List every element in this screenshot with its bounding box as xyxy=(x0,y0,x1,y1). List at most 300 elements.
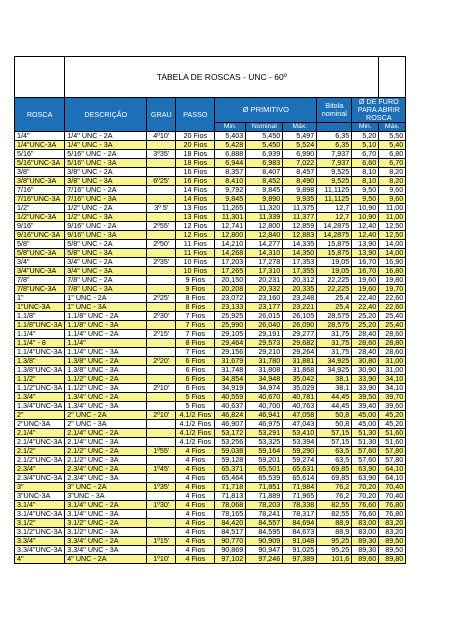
cell-rosca: 9/16" xyxy=(15,222,65,231)
cell-bitola: 19,05 xyxy=(317,267,352,276)
cell-grau xyxy=(147,159,176,168)
cell-grau: 6º25' xyxy=(147,177,176,186)
cell-grau xyxy=(147,474,176,483)
cell-primitivo-max: 40,781 xyxy=(283,393,317,402)
cell-passo: 20 Fios xyxy=(176,132,215,141)
cell-bitola: 69,85 xyxy=(317,474,352,483)
cell-furo-min: 28,60 xyxy=(352,339,379,348)
cell-furo-max: 39,60 xyxy=(379,402,406,411)
cell-primitivo-nominal: 46,975 xyxy=(246,420,283,429)
cell-rosca: 4" xyxy=(15,555,65,564)
cell-furo-max: 19,70 xyxy=(379,285,406,294)
cell-bitola: 44,45 xyxy=(317,402,352,411)
cell-primitivo-min: 9,792 xyxy=(215,186,246,195)
cell-furo-max: 70,40 xyxy=(379,492,406,501)
table-row xyxy=(15,195,406,204)
cell-furo-min: 16,70 xyxy=(352,258,379,267)
cell-passo: 14 Fios xyxy=(176,195,215,204)
cell-furo-max: 14,00 xyxy=(379,249,406,258)
cell-descricao: 1.3/8" UNC - 2A xyxy=(65,357,147,366)
cell-rosca: 3.1/4" xyxy=(15,501,65,510)
cell-rosca: 2.1/4" xyxy=(15,429,65,438)
cell-grau: 2º55' xyxy=(147,222,176,231)
cell-furo-max: 6,80 xyxy=(379,150,406,159)
cell-grau xyxy=(147,348,176,357)
cell-primitivo-min: 34,919 xyxy=(215,384,246,393)
cell-furo-max: 51,60 xyxy=(379,429,406,438)
cell-descricao: 3/8" UNC - 2A xyxy=(65,168,147,177)
cell-descricao: 1.1/8" UNC - 3A xyxy=(65,321,147,330)
cell-grau xyxy=(147,519,176,528)
cell-furo-min: 89,30 xyxy=(352,537,379,546)
table-row xyxy=(15,294,406,303)
cell-descricao: 1/2" UNC - 3A xyxy=(65,213,147,222)
cell-passo: 13 Fios xyxy=(176,204,215,213)
cell-descricao: 1.1/4" xyxy=(65,339,147,348)
cell-furo-min: 33,90 xyxy=(352,384,379,393)
cell-bitola: 14,2875 xyxy=(317,231,352,240)
cell-primitivo-nominal: 65,501 xyxy=(246,465,283,474)
cell-furo-min: 76,60 xyxy=(352,510,379,519)
cell-primitivo-nominal: 31,808 xyxy=(246,366,283,375)
cell-descricao: 5/8" UNC - 3A xyxy=(65,249,147,258)
cell-passo: 4 Fios xyxy=(176,546,215,555)
cell-furo-max: 8,20 xyxy=(379,177,406,186)
cell-furo-max: 22,60 xyxy=(379,294,406,303)
cell-bitola: 82,55 xyxy=(317,510,352,519)
cell-primitivo-max: 71,965 xyxy=(283,492,317,501)
cell-primitivo-nominal: 9,845 xyxy=(246,186,283,195)
cell-primitivo-nominal: 53,325 xyxy=(246,438,283,447)
cell-grau xyxy=(147,510,176,519)
cell-descricao: 7/8" UNC - 2A xyxy=(65,276,147,285)
cell-primitivo-nominal: 29,573 xyxy=(246,339,283,348)
cell-descricao: 2.1/4" UNC - 3A xyxy=(65,438,147,447)
cell-primitivo-max: 5,524 xyxy=(283,141,317,150)
cell-descricao: 5/16" UNC - 2A xyxy=(65,150,147,159)
cell-primitivo-min: 6,888 xyxy=(215,150,246,159)
cell-primitivo-min: 5,428 xyxy=(215,141,246,150)
cell-bitola: 19,05 xyxy=(317,258,352,267)
cell-passo: 10 Fios xyxy=(176,258,215,267)
cell-primitivo-min: 23,133 xyxy=(215,303,246,312)
cell-furo-max: 83,20 xyxy=(379,519,406,528)
table-row xyxy=(15,231,406,240)
cell-primitivo-min: 40,559 xyxy=(215,393,246,402)
cell-grau xyxy=(147,168,176,177)
cell-rosca: 1.1/8"UNC-3A xyxy=(15,321,65,330)
cell-primitivo-min: 8,357 xyxy=(215,168,246,177)
cell-primitivo-nominal: 40,670 xyxy=(246,393,283,402)
cell-primitivo-nominal: 26,015 xyxy=(246,312,283,321)
cell-grau: 2º20' xyxy=(147,357,176,366)
table-row xyxy=(15,267,406,276)
table-row xyxy=(15,519,406,528)
cell-primitivo-min: 97,102 xyxy=(215,555,246,564)
cell-primitivo-max: 84,673 xyxy=(283,528,317,537)
cell-furo-min: 63,90 xyxy=(352,465,379,474)
cell-furo-max: 16,90 xyxy=(379,258,406,267)
cell-passo: 6 Fios xyxy=(176,384,215,393)
cell-furo-min: 57,60 xyxy=(352,447,379,456)
cell-furo-max: 28,60 xyxy=(379,348,406,357)
cell-grau: 4º10' xyxy=(147,132,176,141)
cell-furo-min: 89,30 xyxy=(352,546,379,555)
table-row xyxy=(15,168,406,177)
cell-descricao: 2.1/4" UNC - 2A xyxy=(65,429,147,438)
cell-furo-min: 39,50 xyxy=(352,393,379,402)
cell-bitola: 22,225 xyxy=(317,285,352,294)
cell-passo: 16 Fios xyxy=(176,168,215,177)
cell-furo-min: 22,40 xyxy=(352,303,379,312)
cell-furo-min: 33,90 xyxy=(352,375,379,384)
cell-grau xyxy=(147,402,176,411)
cell-primitivo-nominal: 6,939 xyxy=(246,150,283,159)
cell-passo: 20 Fios xyxy=(176,141,215,150)
cell-furo-max: 89,50 xyxy=(379,537,406,546)
cell-grau: 2º15' xyxy=(147,330,176,339)
cell-primitivo-max: 35,029 xyxy=(283,384,317,393)
cell-rosca: 2.1/2" xyxy=(15,447,65,456)
cell-grau xyxy=(147,546,176,555)
cell-primitivo-max: 17,355 xyxy=(283,267,317,276)
cell-furo-max: 57,80 xyxy=(379,456,406,465)
cell-grau xyxy=(147,429,176,438)
cell-furo-min: 5,10 xyxy=(352,141,379,150)
cell-primitivo-max: 6,990 xyxy=(283,150,317,159)
cell-rosca: 5/16" xyxy=(15,150,65,159)
cell-primitivo-min: 59,038 xyxy=(215,447,246,456)
cell-grau: 2º30' xyxy=(147,312,176,321)
cell-passo: 4 Fios xyxy=(176,492,215,501)
cell-rosca: 1/2"UNC-3A xyxy=(15,213,65,222)
cell-rosca: 2.3/4" xyxy=(15,465,65,474)
cell-primitivo-max: 29,264 xyxy=(283,348,317,357)
cell-bitola: 11,1125 xyxy=(317,186,352,195)
cell-furo-min: 5,20 xyxy=(352,132,379,141)
cell-primitivo-max: 11,375 xyxy=(283,204,317,213)
cell-descricao: 1" UNC - 2A xyxy=(65,294,147,303)
cell-grau: 1º35' xyxy=(147,483,176,492)
cell-bitola: 28,575 xyxy=(317,312,352,321)
table-row xyxy=(15,348,406,357)
cell-rosca: 1.1/4" xyxy=(15,330,65,339)
header-grau: GRAU xyxy=(147,98,176,132)
cell-bitola: 44,45 xyxy=(317,393,352,402)
cell-bitola: 9,525 xyxy=(317,177,352,186)
cell-primitivo-min: 29,464 xyxy=(215,339,246,348)
cell-bitola: 15,875 xyxy=(317,240,352,249)
cell-grau xyxy=(147,492,176,501)
cell-rosca: 2.1/2"UNC-3A xyxy=(15,456,65,465)
cell-passo: 12 Fios xyxy=(176,222,215,231)
cell-descricao: 1.1/2" UNC - 2A xyxy=(65,375,147,384)
cell-primitivo-min: 8,410 xyxy=(215,177,246,186)
cell-passo: 4 Fios xyxy=(176,555,215,564)
cell-primitivo-min: 65,464 xyxy=(215,474,246,483)
cell-furo-min: 45,00 xyxy=(352,411,379,420)
cell-descricao: 3"UNC - 3A xyxy=(65,492,147,501)
cell-furo-max: 5,40 xyxy=(379,141,406,150)
cell-passo: 6 Fios xyxy=(176,375,215,384)
cell-bitola: 14,2875 xyxy=(317,222,352,231)
cell-passo: 4 Fios xyxy=(176,465,215,474)
cell-rosca: 1/4"UNC-3A xyxy=(15,141,65,150)
cell-furo-min: 30,90 xyxy=(352,366,379,375)
cell-descricao: 1.3/8" UNC - 3A xyxy=(65,366,147,375)
cell-primitivo-min: 23,072 xyxy=(215,294,246,303)
cell-furo-max: 64,10 xyxy=(379,474,406,483)
cell-grau: 3º35' xyxy=(147,150,176,159)
cell-bitola: 88,9 xyxy=(317,528,352,537)
table-row xyxy=(15,384,406,393)
cell-rosca: 3/8"UNC-3A xyxy=(15,177,65,186)
cell-bitola: 95,25 xyxy=(317,546,352,555)
cell-passo: 4 Fios xyxy=(176,447,215,456)
cell-primitivo-max: 11,377 xyxy=(283,213,317,222)
cell-descricao: 9/16" UNC - 3A xyxy=(65,231,147,240)
cell-descricao: 2.1/2" UNC - 3A xyxy=(65,456,147,465)
cell-furo-min: 39,40 xyxy=(352,402,379,411)
cell-descricao: 7/8" UNC - 3A xyxy=(65,285,147,294)
cell-passo: 11 Fios xyxy=(176,240,215,249)
cell-primitivo-max: 20,335 xyxy=(283,285,317,294)
cell-furo-max: 83,20 xyxy=(379,528,406,537)
cell-furo-min: 51,30 xyxy=(352,438,379,447)
cell-descricao: 1.3/4" UNC - 3A xyxy=(65,402,147,411)
cell-primitivo-max: 8,457 xyxy=(283,168,317,177)
table-row xyxy=(15,420,406,429)
cell-furo-min: 9,50 xyxy=(352,186,379,195)
cell-bitola: 57,15 xyxy=(317,429,352,438)
cell-primitivo-max: 78,338 xyxy=(283,501,317,510)
cell-furo-max: 76,80 xyxy=(379,510,406,519)
cell-rosca: 7/16" xyxy=(15,186,65,195)
table-row xyxy=(15,375,406,384)
cell-rosca: 3.3/4" xyxy=(15,537,65,546)
cell-primitivo-nominal: 34,948 xyxy=(246,375,283,384)
cell-rosca: 1/2" xyxy=(15,204,65,213)
table-row xyxy=(15,357,406,366)
cell-grau xyxy=(147,321,176,330)
cell-primitivo-nominal: 59,201 xyxy=(246,456,283,465)
cell-primitivo-max: 47,058 xyxy=(283,411,317,420)
cell-passo: 8 Fios xyxy=(176,294,215,303)
cell-furo-min: 6,60 xyxy=(352,159,379,168)
cell-primitivo-nominal: 5,450 xyxy=(246,132,283,141)
header-furo: Ø DE FURO PARA ABRIR ROSCA xyxy=(352,98,406,123)
cell-furo-max: 31,00 xyxy=(379,366,406,375)
cell-grau: 2º35' xyxy=(147,258,176,267)
cell-bitola: 63,5 xyxy=(317,447,352,456)
cell-grau xyxy=(147,528,176,537)
header-nominal: Nominal xyxy=(246,123,283,132)
cell-furo-min: 45,00 xyxy=(352,420,379,429)
cell-furo-min: 51,30 xyxy=(352,429,379,438)
cell-descricao: 3.1/4" UNC - 3A xyxy=(65,510,147,519)
table-row xyxy=(15,438,406,447)
cell-primitivo-min: 90,770 xyxy=(215,537,246,546)
cell-primitivo-max: 65,631 xyxy=(283,465,317,474)
cell-furo-max: 89,80 xyxy=(379,555,406,564)
cell-passo: 18 Fios xyxy=(176,150,215,159)
cell-furo-min: 19,60 xyxy=(352,285,379,294)
cell-bitola: 31,75 xyxy=(317,330,352,339)
cell-primitivo-min: 78,165 xyxy=(215,510,246,519)
cell-primitivo-min: 11,301 xyxy=(215,213,246,222)
cell-grau xyxy=(147,303,176,312)
cell-passo: 14 Fios xyxy=(176,186,215,195)
cell-bitola: 95,25 xyxy=(317,537,352,546)
cell-primitivo-nominal: 71,851 xyxy=(246,483,283,492)
cell-passo: 7 Fios xyxy=(176,321,215,330)
cell-passo: 6 Fios xyxy=(176,366,215,375)
cell-primitivo-max: 97,389 xyxy=(283,555,317,564)
cell-passo: 13 Fios xyxy=(176,213,215,222)
cell-passo: 4.1/2 Fios xyxy=(176,429,215,438)
header-bitola: Bitola nominal xyxy=(317,98,352,123)
table-row xyxy=(15,537,406,546)
cell-primitivo-nominal: 78,203 xyxy=(246,501,283,510)
cell-furo-min: 8,10 xyxy=(352,168,379,177)
cell-primitivo-max: 12,883 xyxy=(283,231,317,240)
cell-passo: 12 Fios xyxy=(176,231,215,240)
cell-bitola: 69,85 xyxy=(317,465,352,474)
cell-primitivo-max: 7,022 xyxy=(283,159,317,168)
cell-furo-min: 83,00 xyxy=(352,528,379,537)
cell-primitivo-min: 34,854 xyxy=(215,375,246,384)
table-row xyxy=(15,258,406,267)
cell-rosca: 5/8"UNC-3A xyxy=(15,249,65,258)
cell-rosca: 3/4"UNC-3A xyxy=(15,267,65,276)
cell-primitivo-nominal: 11,339 xyxy=(246,213,283,222)
cell-primitivo-nominal: 17,310 xyxy=(246,267,283,276)
cell-furo-min: 9,50 xyxy=(352,195,379,204)
cell-primitivo-nominal: 6,983 xyxy=(246,159,283,168)
cell-rosca: 3.3/4"UNC-3A xyxy=(15,546,65,555)
cell-grau: 2º50' xyxy=(147,240,176,249)
cell-bitola: 22,225 xyxy=(317,276,352,285)
cell-descricao: 2.3/4" UNC - 2A xyxy=(65,465,147,474)
cell-furo-max: 16,80 xyxy=(379,267,406,276)
cell-primitivo-nominal: 78,241 xyxy=(246,510,283,519)
cell-furo-min: 57,60 xyxy=(352,456,379,465)
cell-descricao: 3.1/4" UNC - 2A xyxy=(65,501,147,510)
cell-rosca: 1.3/4"UNC-3A xyxy=(15,402,65,411)
cell-passo: 7 Fios xyxy=(176,348,215,357)
header-furo-max: Máx. xyxy=(379,123,406,132)
cell-rosca: 1.1/4" - 8 xyxy=(15,339,65,348)
cell-furo-min: 83,00 xyxy=(352,519,379,528)
cell-passo: 4.1/2 Fios xyxy=(176,420,215,429)
cell-primitivo-max: 40,763 xyxy=(283,402,317,411)
cell-passo: 16 Fios xyxy=(176,177,215,186)
table-row xyxy=(15,240,406,249)
cell-descricao: 3.3/4" UNC - 2A xyxy=(65,537,147,546)
cell-bitola: 50,8 xyxy=(317,420,352,429)
cell-grau xyxy=(147,249,176,258)
cell-bitola: 12,7 xyxy=(317,213,352,222)
cell-grau: 2º10' xyxy=(147,384,176,393)
cell-passo: 7 Fios xyxy=(176,330,215,339)
cell-bitola: 57,15 xyxy=(317,438,352,447)
cell-descricao: 3.3/4" UNC - 3A xyxy=(65,546,147,555)
table-row xyxy=(15,204,406,213)
cell-primitivo-max: 31,881 xyxy=(283,357,317,366)
cell-primitivo-nominal: 40,700 xyxy=(246,402,283,411)
cell-primitivo-max: 26,105 xyxy=(283,312,317,321)
cell-passo: 4 Fios xyxy=(176,528,215,537)
cell-primitivo-max: 59,290 xyxy=(283,447,317,456)
table-row xyxy=(15,276,406,285)
cell-furo-max: 70,40 xyxy=(379,483,406,492)
cell-furo-min: 70,20 xyxy=(352,492,379,501)
cell-descricao: 5/16" UNC - 3A xyxy=(65,159,147,168)
cell-primitivo-min: 53,256 xyxy=(215,438,246,447)
cell-primitivo-min: 17,203 xyxy=(215,258,246,267)
cell-rosca: 2" xyxy=(15,411,65,420)
cell-rosca: 1" xyxy=(15,294,65,303)
header-min: Min. xyxy=(215,123,246,132)
cell-passo: 4 Fios xyxy=(176,501,215,510)
cell-descricao: 2.1/2" UNC - 2A xyxy=(65,447,147,456)
cell-primitivo-max: 53,410 xyxy=(283,429,317,438)
cell-furo-max: 28,60 xyxy=(379,330,406,339)
table-row xyxy=(15,141,406,150)
cell-grau xyxy=(147,339,176,348)
cell-primitivo-min: 14,268 xyxy=(215,249,246,258)
table-row xyxy=(15,186,406,195)
cell-primitivo-min: 53,172 xyxy=(215,429,246,438)
cell-primitivo-nominal: 12,840 xyxy=(246,231,283,240)
cell-descricao: 3/8" UNC - 3A xyxy=(65,177,147,186)
cell-primitivo-nominal: 5,450 xyxy=(246,141,283,150)
cell-primitivo-max: 29,682 xyxy=(283,339,317,348)
cell-primitivo-min: 29,156 xyxy=(215,348,246,357)
cell-descricao: 1.1/4" UNC - 3A xyxy=(65,348,147,357)
cell-furo-max: 14,00 xyxy=(379,240,406,249)
cell-primitivo-min: 5,403 xyxy=(215,132,246,141)
table-row xyxy=(15,393,406,402)
cell-grau: 1º55' xyxy=(147,447,176,456)
header-primitivo: Ø PRIMITIVO xyxy=(215,98,317,123)
cell-bitola: 76,2 xyxy=(317,492,352,501)
cell-primitivo-max: 53,394 xyxy=(283,438,317,447)
table-row xyxy=(15,456,406,465)
cell-grau xyxy=(147,186,176,195)
cell-passo: 4 Fios xyxy=(176,537,215,546)
cell-primitivo-min: 17,265 xyxy=(215,267,246,276)
cell-primitivo-min: 12,800 xyxy=(215,231,246,240)
cell-descricao: 9/16" UNC - 2A xyxy=(65,222,147,231)
cell-primitivo-min: 20,208 xyxy=(215,285,246,294)
cell-primitivo-nominal: 20,332 xyxy=(246,285,283,294)
cell-furo-max: 89,50 xyxy=(379,546,406,555)
cell-passo: 4 Fios xyxy=(176,456,215,465)
cell-descricao: 2" UNC - 2A xyxy=(65,411,147,420)
cell-furo-max: 57,80 xyxy=(379,447,406,456)
cell-primitivo-min: 84,517 xyxy=(215,528,246,537)
cell-grau: 1º10' xyxy=(147,555,176,564)
cell-primitivo-min: 71,813 xyxy=(215,492,246,501)
table-row xyxy=(15,411,406,420)
cell-primitivo-nominal: 97,246 xyxy=(246,555,283,564)
cell-bitola: 25,4 xyxy=(317,294,352,303)
cell-primitivo-max: 14,350 xyxy=(283,249,317,258)
cell-rosca: 3"UNC-3A xyxy=(15,492,65,501)
cell-descricao: 2.3/4" UNC - 3A xyxy=(65,474,147,483)
cell-descricao: 3.1/2" UNC - 3A xyxy=(65,528,147,537)
